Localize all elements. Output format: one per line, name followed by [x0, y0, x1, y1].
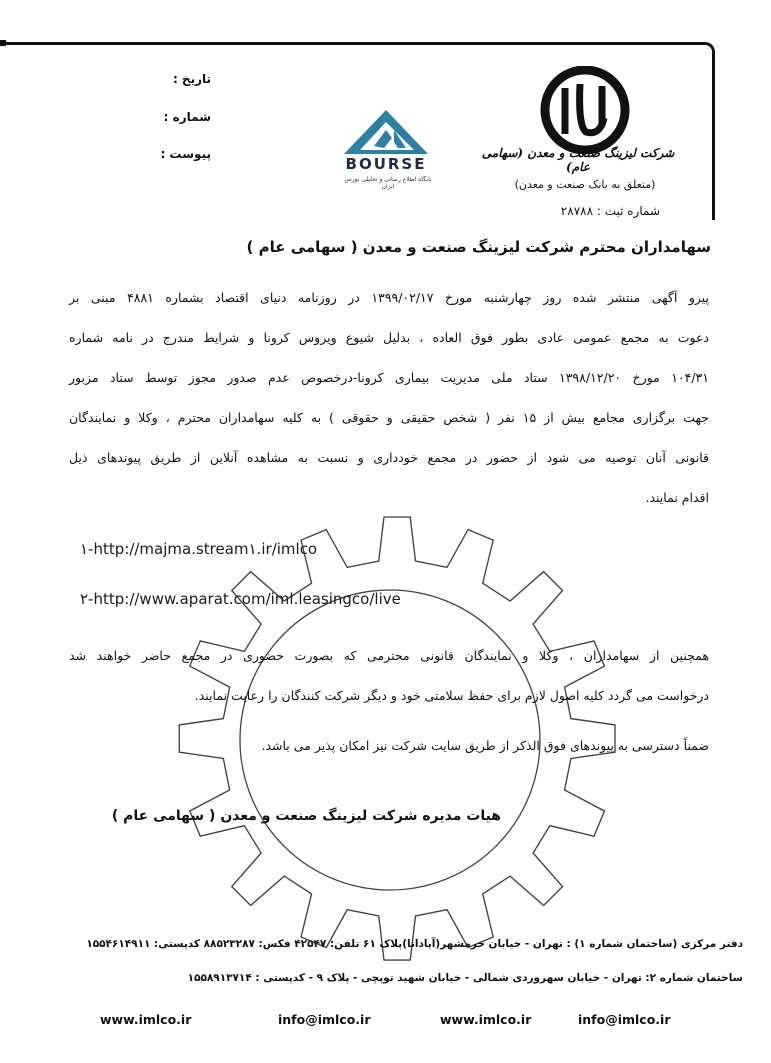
bourse-wordmark: BOURSE: [345, 155, 427, 173]
company-name: شرکت لیزینگ صنعت و معدن (سهامی عام): [481, 146, 675, 174]
email-link[interactable]: info@imlco.ir: [578, 1012, 671, 1027]
footer-building2: ساختمان شماره ۲: تهران - خیابان سهروردی شمالی - خیابان شهید توپچی - پلاک ۹ - کدپستی : ۱۵۵۸۹۱۳۷۱۴: [187, 972, 743, 984]
paragraph1-line: دعوت به مجمع عمومی عادی بطور فوق العاده ، بدلیل شیوع ویروس کرونا و شرایط مندرج در نامه شماره: [69, 330, 709, 345]
company-logo-icon: [530, 66, 640, 154]
email-link[interactable]: info@imlco.ir: [278, 1012, 371, 1027]
attachment-label: پیوست :: [160, 147, 211, 161]
stream-link[interactable]: ۱-http://majma.stream۱.ir/imlco: [80, 540, 318, 558]
aparat-link[interactable]: ۲-http://www.aparat.com/iml.leasingco/live: [80, 590, 401, 608]
website-link[interactable]: www.imlco.ir: [440, 1012, 532, 1027]
footer-head-office: دفتر مرکزی (ساختمان شماره ۱) : تهران - خیابان خرمشهر(آپادانا)پلاک ۶۱ تلفن: ۴۲۵۴۷ فکس: ۸۸۵۲۳۲۸۷ کدپستی: ۱۵۵۴۶۱۴۹۱۱: [86, 938, 743, 950]
paragraph1-line: ۱۰۴/۳۱ مورخ ۱۳۹۸/۱۲/۲۰ ستاد ملی مدیریت بیماری کرونا-درخصوص عدم صدور مجوز توسط ستاد مزبور: [69, 370, 709, 385]
paragraph2-line: همچنین از سهامداران ، وکلا و نمایندگان قانونی محترمی که بصورت حضوری در مجمع حاضر خواهند شد: [69, 648, 709, 663]
board-signature: هیات مدیره شرکت لیزینگ صنعت و معدن ( سهامی عام ): [111, 808, 501, 824]
paragraph1-line: جهت برگزاری مجامع بیش از ۱۵ نفر ( شخص حقیقی و حقوقی ) به کلیه سهامداران محترم ، وکلا و نمایندگان: [69, 410, 710, 425]
number-label: شماره :: [163, 110, 211, 124]
date-label: تاریخ :: [172, 72, 211, 86]
website-link[interactable]: www.imlco.ir: [100, 1012, 192, 1027]
paragraph2-line: درخواست می گردد کلیه اصول لازم برای حفظ سلامتی خود و دیگر شرکت کنندگان را رعایت نمایند.: [194, 688, 709, 703]
paragraph3: ضمناً دسترسی به پیوندهای فوق الذکر از طریق سایت شرکت نیز امکان پذیر می باشد.: [261, 738, 709, 753]
bourse-subtitle: پایگاه اطلاع رسانی و تحلیلی بورس ایران: [344, 176, 432, 190]
registration-number: شماره ثبت : ۲۸۷۸۸: [560, 204, 660, 218]
letter-heading: سهامداران محترم شرکت لیزینگ صنعت و معدن ( سهامی عام ): [246, 238, 711, 256]
paragraph1-line: پیرو آگهی منتشر شده روز چهارشنبه مورخ ۱۳۹۹/۰۲/۱۷ در روزنامه دنیای اقتصاد بشماره ۴۸۸۱ مبنی بر: [69, 290, 710, 305]
paragraph1-line: اقدام نمایند.: [645, 490, 709, 505]
company-affiliation: (متعلق به بانک صنعت و معدن): [514, 178, 656, 191]
paragraph1-line: قانونی آنان توصیه می شود از حضور در مجمع خودداری و نسبت به مشاهده آنلاین از طریق پیوندهای ذیل: [69, 450, 709, 465]
